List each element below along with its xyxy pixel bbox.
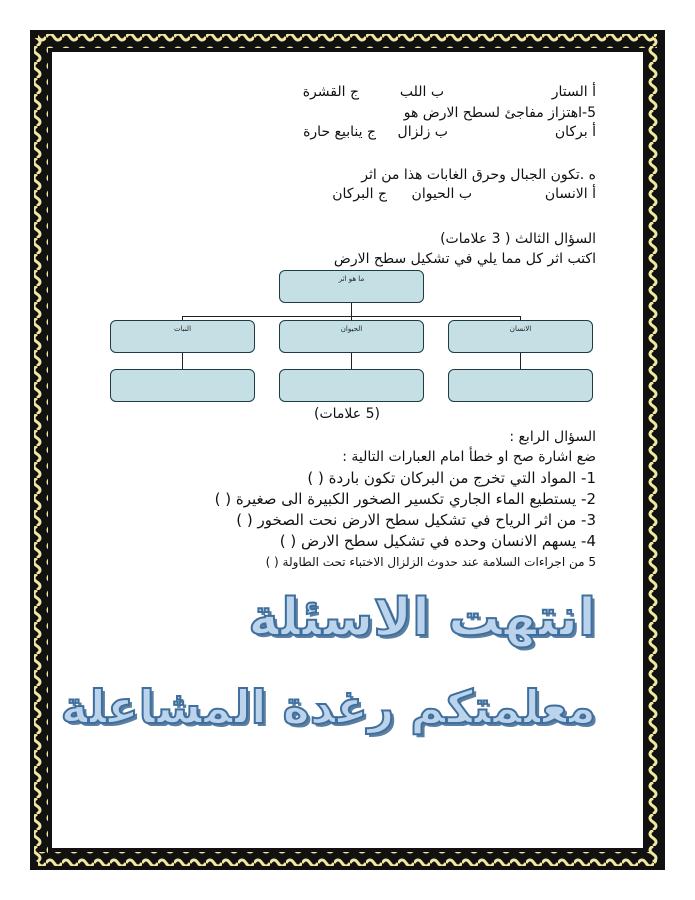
diagram-answer-box-plant[interactable] [110, 369, 255, 402]
statement-1: 1- المواد التي تخرج من البركان تكون باردة ( ) [307, 469, 596, 487]
q5-option-b: ب زلزال [397, 124, 448, 140]
section-3-instruction: اكتب اثر كل مما يلي في تشكيل سطح الارض [333, 251, 596, 267]
diagram-connector [351, 303, 352, 317]
q6-option-a: أ الانسان [544, 186, 596, 202]
q5-option-c: ج ينابيع حارة [303, 124, 376, 140]
section-4-heading: السؤال الرابع : [509, 429, 596, 445]
diagram-branch-plant: النبات [110, 320, 255, 353]
diagram-answer-box-animal[interactable] [279, 369, 424, 402]
statement-2: 2- يستطيع الماء الجاري تكسير الصخور الكبيرة الى صغيرة ( ) [214, 490, 596, 508]
q6-option-c: ج البركان [332, 186, 387, 202]
section-4-instruction: ضع اشارة صح او خطأ امام العبارات التالية : [342, 449, 596, 465]
option-a: أ الستار [551, 84, 596, 100]
diagram-connector [520, 353, 521, 369]
q6-option-b: ب الحيوان [411, 186, 472, 202]
option-b: ب اللب [399, 84, 444, 100]
statement-4: 4- يسهم الانسان وحده في تشكيل سطح الارض ( ) [279, 532, 596, 550]
diagram-answer-box-human[interactable] [448, 369, 593, 402]
question-5-stem: 5-اهتزاز مفاجئ لسطح الارض هو [403, 105, 596, 121]
diagram-root-box: ما هو اثر [279, 270, 424, 303]
section-4-marks: (5 علامات) [314, 406, 380, 422]
diagram-branch-animal: الحيوان [279, 320, 424, 353]
section-3-heading: السؤال الثالث ( 3 علامات) [440, 231, 596, 247]
closing-title: انتهت الاسئلة [248, 588, 596, 648]
question-6-stem: ه .تكون الجبال وحرق الغابات هذا من اثر [361, 167, 596, 183]
q5-option-a: أ بركان [554, 124, 596, 140]
option-c: ج القشرة [302, 84, 359, 100]
diagram-connector [182, 353, 183, 369]
diagram-branch-human: الانسان [448, 320, 593, 353]
diagram-connector [351, 353, 352, 369]
teacher-signature: معلمتكم رغدة المشاعلة [60, 680, 596, 734]
statement-3: 3- من اثر الرياح في تشكيل سطح الارض نحت الصخور ( ) [236, 511, 596, 529]
statement-5: 5 من اجراءات السلامة عند حدوث الزلزال الاختباء تحت الطاولة ( ) [265, 555, 596, 569]
